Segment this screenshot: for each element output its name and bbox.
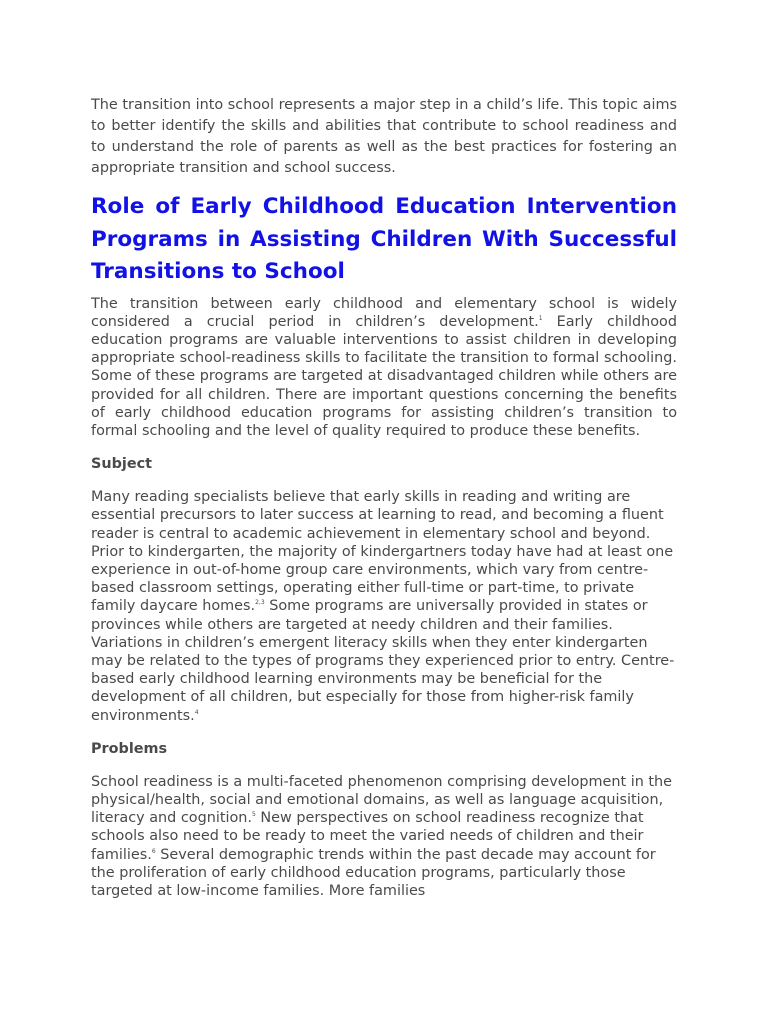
problems-paragraph <box>91 773 677 900</box>
footnote-ref[interactable]: 1 <box>538 314 543 322</box>
problems-text-c: Several demographic trends within the past decade may account for the proliferation of early childhood education programs, particularly those targeted at low-income families. More families <box>91 846 656 899</box>
section-text-b: Early childhood education programs are valuable interventions to assist children in developing appropriate school-readiness skills to facilitate the transition to formal schooling. Some of these programs are targeted at disadvantaged children while others are provided for all children. There are important questions concerning the benefits of early childhood education programs for assisting children’s transition to formal schooling and the level of quality required to produce these benefits. <box>91 313 677 439</box>
section-heading: Role of Early Childhood Education Intervention Programs in Assisting Children With Successful Transitions to School <box>91 194 677 284</box>
footnote-ref[interactable]: 4 <box>194 708 199 716</box>
document-page <box>91 95 677 900</box>
section-text-a: The transition between early childhood and elementary school is widely considered a crucial period in children’s development. <box>91 295 677 330</box>
section-paragraph <box>91 295 677 441</box>
footnote-ref[interactable]: 6 <box>151 847 156 855</box>
subject-heading: Subject <box>91 456 153 473</box>
footnote-ref[interactable]: 2,3 <box>255 599 265 607</box>
problems-text-a: School readiness is a multi-faceted phenomenon comprising development in the physical/health, social and emotional domains, as well as language acquisition, literacy and cognition. <box>91 773 673 827</box>
footnote-ref[interactable]: 5 <box>252 811 256 819</box>
subject-paragraph <box>91 488 677 725</box>
problems-heading: Problems <box>91 740 168 757</box>
problems-text-b: New perspectives on school readiness recognize that schools also need to be ready to meet the varied needs of children and their families. <box>91 810 644 863</box>
intro-paragraph: The transition into school represents a major step in a child’s life. This topic aims to better identify the skills and abilities that contribute to school readiness and to understand the role of parents as well as the best practices for fostering an appropriate transition and school success. <box>91 97 677 176</box>
subject-text-a: Many reading specialists believe that early skills in reading and writing are essential precursors to later success at learning to read, and becoming a fluent reader is central to academic achievement in elementary school and beyond. Prior to kindergarten, the majority of kindergartners today have had at least one experience in out-of-home group care environments, which vary from centre-based classroom settings, operating either full-time or part-time, to private family daycare homes. <box>91 489 674 615</box>
subject-text-b: Some programs are universally provided in states or provinces while others are targeted at needy children and their families. Variations in children’s emergent literacy skills when they enter kindergarten may be related to the types of programs they experienced prior to entry. Centre-based early childhood learning environments may be beneficial for the development of all children, but especially for those from higher-risk family environments. <box>91 598 675 724</box>
